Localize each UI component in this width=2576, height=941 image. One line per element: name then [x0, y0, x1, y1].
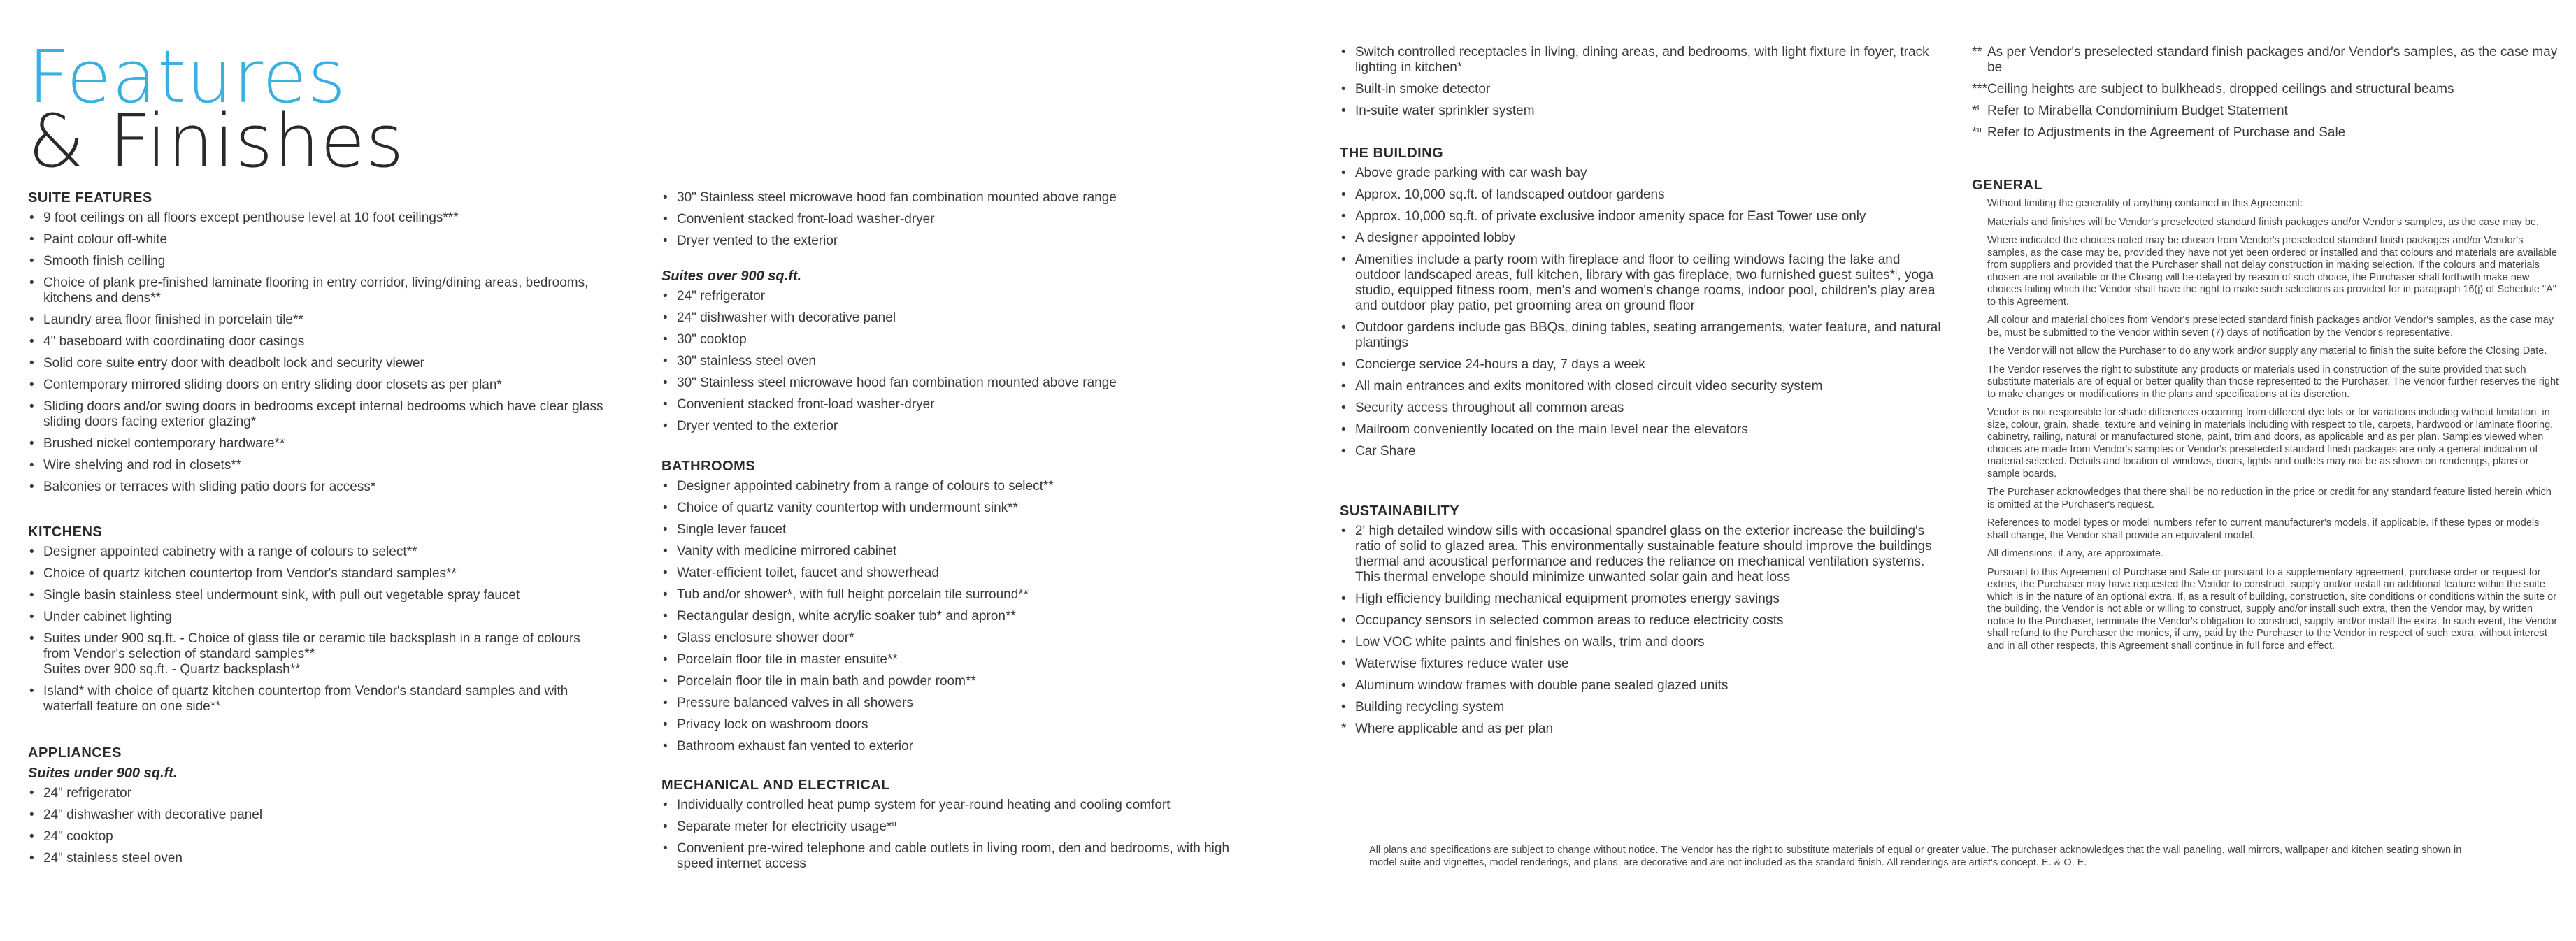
list-item: • Mailroom conveniently located on the main level near the elevators: [1340, 422, 1941, 438]
general-paragraph: The Vendor will not allow the Purchaser to do any work and/or supply any material to finish the suite before the Closing Date.: [1987, 345, 2547, 357]
footnote-text: Ceiling heights are subject to bulkheads, dropped ceilings and structural beams: [1987, 82, 2454, 96]
list-item: • Approx. 10,000 sq.ft. of landscaped outdoor gardens: [1340, 187, 1941, 203]
list-item: • 24" dishwasher with decorative panel: [28, 807, 608, 823]
list-item: [28, 631, 608, 677]
list-item: • 30" Stainless steel microwave hood fan combination mounted above range: [661, 375, 1242, 391]
general-section: [1972, 178, 2559, 659]
list-item: • Porcelain floor tile in main bath and powder room**: [661, 674, 1242, 689]
list-item: • Built-in smoke detector: [1340, 82, 1941, 97]
list-item: • Privacy lock on washroom doors: [661, 717, 1242, 733]
general-paragraph: The Purchaser acknowledges that there shall be no reduction in the price or credit for any standard feature listed herein which is omitted at the Purchaser's request.: [1987, 487, 2552, 510]
section-heading: SUITE FEATURES: [28, 190, 152, 206]
list-item: • Balconies or terraces with sliding patio doors for access*: [28, 480, 608, 495]
list-item: • Dryer vented to the exterior: [661, 234, 1242, 249]
list-item-extra-line: Suites over 900 sq.ft. - Quartz backsplash**: [43, 662, 301, 677]
disclaimer-footer: All plans and specifications are subject to change without notice. The Vendor has the right to substitute materials of equal or greater value. The purchaser acknowledges that the wall paneling, wall mirrors, wallpaper and kitchen seating shown in model suite and vignettes, model renderings, and plans, are decorative and are not included as the standard finish. All renderings are artist's concept. E. & O. E.: [1369, 845, 2462, 868]
list-item: • Approx. 10,000 sq.ft. of private exclusive indoor amenity space for East Tower use only: [1340, 209, 1941, 224]
list-item: • Single basin stainless steel undermount sink, with pull out vegetable spray faucet: [28, 588, 608, 603]
list-item: • 24" refrigerator: [661, 289, 1242, 304]
list-item: • Security access throughout all common areas: [1340, 401, 1941, 416]
list-item: • 24" dishwasher with decorative panel: [661, 310, 1242, 326]
list-item: • Occupancy sensors in selected common areas to reduce electricity costs: [1340, 613, 1941, 628]
page-title-finishes: & Finishes: [28, 99, 405, 184]
list-item: • Water-efficient toilet, faucet and showerhead: [661, 566, 1242, 581]
list-item: • High efficiency building mechanical equipment promotes energy savings: [1340, 591, 1941, 607]
general-paragraph: Pursuant to this Agreement of Purchase and Sale or pursuant to a supplementary agreement, purchase order or request for extras, the Purchaser may have requested the Vendor to construct, supply and/or install an additional feature within the suite which is in the nature of an optional extra. If, as a result of building, construction, site conditions or conditions within the suite or the building, the Vendor is not able or willing to construct, supply and/or install such extra, then the Vendor may, by written notice to the Purchaser, terminate the Vendor's obligation to construct, supply and/or install the extra. In such event, the Vendor shall refund to the Purchaser the monies, if any, paid by the Purchaser to the Vendor in respect of such extra, without interest and in all other respects, this Agreement shall continue in full force and effect.: [1987, 566, 2558, 652]
bathrooms-list: [661, 479, 1242, 754]
appliances-under-list: [661, 190, 1242, 249]
appliances-over-section: [661, 266, 1242, 440]
list-item: • 2' high detailed window sills with occasional spandrel glass on the exterior increase the building's ratio of solid to glazed area. This environmentally sustainable feature should improve the buildings thermal and acoustical performance and reduces the reliance on mechanical ventilation systems. This thermal envelope should minimize unwanted solar gain and heat loss: [1340, 524, 1941, 585]
subheading: Suites over 900 sq.ft.: [661, 268, 802, 284]
list-item: • Switch controlled receptacles in living, dining areas, and bedrooms, with light fixture in foyer, track lighting in kitchen*: [1340, 45, 1941, 76]
mechanical-continued-list: [1340, 45, 1941, 119]
list-item: • Choice of plank pre-finished laminate flooring in entry corridor, living/dining areas, bedrooms, kitchens and dens**: [28, 275, 608, 306]
section-heading: BATHROOMS: [661, 459, 756, 474]
sustainability-section: [1340, 503, 1941, 743]
footnotes-list: [1972, 45, 2559, 141]
the-building-section: [1340, 145, 1941, 466]
list-item: • All main entrances and exits monitored with closed circuit video security system: [1340, 379, 1941, 394]
list-item: • Brushed nickel contemporary hardware**: [28, 436, 608, 452]
list-item: • Building recycling system: [1340, 700, 1941, 715]
kitchens-list: [28, 545, 608, 714]
list-item: • Smooth finish ceiling: [28, 254, 608, 269]
footnote-where-applicable: * Where applicable and as per plan: [1340, 721, 1941, 737]
footnote-item: [1972, 45, 2559, 76]
list-item: • Laundry area floor finished in porcelain tile**: [28, 313, 608, 328]
list-item: • 4" baseboard with coordinating door casings: [28, 334, 608, 350]
list-item: • Choice of quartz vanity countertop with undermount sink**: [661, 501, 1242, 516]
general-paragraph: All dimensions, if any, are approximate.: [1987, 548, 2163, 559]
footnotes-section: [1972, 45, 2559, 147]
footnote-mark: **: [1972, 45, 1982, 59]
footnote-item: [1972, 103, 2559, 119]
footnote-item: [1972, 125, 2559, 141]
section-heading: MECHANICAL AND ELECTRICAL: [661, 777, 890, 793]
appliances-section: [28, 745, 608, 872]
building-list: [1340, 166, 1941, 459]
list-item: • Rectangular design, white acrylic soaker tub* and apron**: [661, 609, 1242, 624]
list-item: • Glass enclosure shower door*: [661, 631, 1242, 646]
section-heading: APPLIANCES: [28, 745, 122, 761]
general-paragraph: References to model types or model numbers refer to current manufacturer's models, if applicable. If these types or models shall change, the Vendor shall provide an equivalent model.: [1987, 517, 2540, 541]
mechanical-list: [661, 798, 1242, 872]
list-item: • Concierge service 24-hours a day, 7 days a week: [1340, 357, 1941, 373]
list-item-text: Suites under 900 sq.ft. - Choice of glass tile or ceramic tile backsplash in a range of colours from Vendor's selection of standard samples**: [43, 631, 580, 661]
list-item: • Wire shelving and rod in closets**: [28, 458, 608, 473]
list-item: • Paint colour off-white: [28, 232, 608, 247]
section-heading: KITCHENS: [28, 524, 103, 540]
mechanical-continued: [1340, 45, 1941, 125]
bathrooms-section: [661, 459, 1242, 761]
suite-features-list: [28, 210, 608, 495]
list-item: • Aluminum window frames with double pane sealed glazed units: [1340, 678, 1941, 694]
list-item: • Convenient stacked front-load washer-dryer: [661, 397, 1242, 412]
list-item: • Above grade parking with car wash bay: [1340, 166, 1941, 181]
list-item: • Individually controlled heat pump system for year-round heating and cooling comfort: [661, 798, 1242, 813]
appliances-list: [28, 786, 608, 866]
general-paragraph: Vendor is not responsible for shade differences occurring from different dye lots or for variations including without limitation, in size, colour, grain, shade, texture and veining in materials including with respect to tile, carpets, hardwood or laminate flooring, cabinetry, railing, natural or manufactured stone, paint, trim and doors, as applicable and as per plan. Samples viewed when choices are made from Vendor's samples or Vendor's preselected standard finish packages are only a general indication of material selected. Details and location of windows, doors, lights and outlets may not be as shown on renderings, plans or sample boards.: [1987, 407, 2554, 480]
list-item: • Choice of quartz kitchen countertop from Vendor's standard samples**: [28, 566, 608, 582]
list-item: • Designer appointed cabinetry with a range of colours to select**: [28, 545, 608, 560]
list-item: • Island* with choice of quartz kitchen countertop from Vendor's standard samples and with waterfall feature on one side**: [28, 684, 608, 714]
footnote-text: As per Vendor's preselected standard finish packages and/or Vendor's samples, as the case may be: [1987, 45, 2558, 75]
general-paragraph: Materials and finishes will be Vendor's preselected standard finish packages and/or Vendor's samples, as the case may be.: [1987, 216, 2539, 228]
kitchens-section: [28, 524, 608, 721]
list-item: • Waterwise fixtures reduce water use: [1340, 656, 1941, 672]
list-item: • 24" refrigerator: [28, 786, 608, 801]
list-item: • Under cabinet lighting: [28, 610, 608, 625]
subheading: Suites under 900 sq.ft.: [28, 766, 178, 781]
list-item: • Dryer vented to the exterior: [661, 419, 1242, 434]
sustainability-list: [1340, 524, 1941, 737]
suite-features-section: [28, 190, 608, 501]
mechanical-electrical-section: [661, 777, 1242, 878]
list-item: • In-suite water sprinkler system: [1340, 103, 1941, 119]
general-paragraph: The Vendor reserves the right to substitute any products or materials used in construction of the suite provided that such substitute materials are of equal or better quality than those represented to the Purchaser. The Vendor further reserves the right to make changes or modifications in the plans and specifications at its discretion.: [1987, 364, 2559, 400]
list-item: • Single lever faucet: [661, 522, 1242, 538]
list-item: • 30" stainless steel oven: [661, 354, 1242, 369]
appliances-continued: [661, 190, 1242, 255]
list-item: • 30" cooktop: [661, 332, 1242, 347]
general-paragraph: Where indicated the choices noted may be chosen from Vendor's preselected standard finish packages and/or Vendor's samples, as the case may be, provided they have not yet been ordered or installed and that colours and materials are available from suppliers and provided that the Purchaser shall not delay construction in making selection. If the colours and materials chosen are not available or the Closing will be delayed by reason of such choice, the Purchaser shall forthwith make new choices failing which the Vendor shall have the right to make such selections as provided for in paragraph 16(j) of Schedule "A" to this Agreement.: [1987, 235, 2557, 308]
list-item: • 9 foot ceilings on all floors except penthouse level at 10 foot ceilings***: [28, 210, 608, 226]
list-item: • Bathroom exhaust fan vented to exterior: [661, 739, 1242, 754]
list-item: • A designer appointed lobby: [1340, 231, 1941, 246]
section-heading: SUSTAINABILITY: [1340, 503, 1460, 519]
list-item: • Solid core suite entry door with deadbolt lock and security viewer: [28, 356, 608, 371]
list-item: • 24" stainless steel oven: [28, 851, 608, 866]
list-item: • Pressure balanced valves in all showers: [661, 696, 1242, 711]
list-item: • Sliding doors and/or swing doors in bedrooms except internal bedrooms which have clear glass sliding doors facing exterior glazing*: [28, 399, 608, 430]
footnote-mark: *ⁱⁱ: [1972, 125, 1982, 140]
general-paragraph: All colour and material choices from Vendor's preselected standard finish packages and/or Vendor's samples, as the case may be, must be submitted to the Vendor within seven (7) days of notification by the Vendor's representative.: [1987, 315, 2554, 338]
appliances-over-list: [661, 289, 1242, 434]
list-item: • Vanity with medicine mirrored cabinet: [661, 544, 1242, 559]
list-item: • Porcelain floor tile in master ensuite**: [661, 652, 1242, 668]
page-title-features: Features: [28, 34, 347, 120]
list-item: • Designer appointed cabinetry from a range of colours to select**: [661, 479, 1242, 494]
list-item: • 30" Stainless steel microwave hood fan combination mounted above range: [661, 190, 1242, 206]
list-item: • Convenient stacked front-load washer-dryer: [661, 212, 1242, 227]
list-item: • Amenities include a party room with fireplace and floor to ceiling windows facing the lake and outdoor landscaped areas, full kitchen, library with gas fireplace, two furnished guest suites*ⁱ, yoga studio, equipped fitness room, men's and women's change rooms, indoor pool, children's play area and outdoor play patio, pet grooming area on ground floor: [1340, 252, 1941, 314]
general-paragraph: Without limiting the generality of anything contained in this Agreement:: [1987, 198, 2303, 209]
list-item: • Outdoor gardens include gas BBQs, dining tables, seating arrangements, water feature, and natural plantings: [1340, 320, 1941, 351]
list-item: • Tub and/or shower*, with full height porcelain tile surround**: [661, 587, 1242, 603]
footnote-item: [1972, 82, 2559, 97]
footnote-mark: ***: [1972, 82, 1988, 96]
section-heading: THE BUILDING: [1340, 145, 1444, 161]
list-item: • Separate meter for electricity usage*ⁱⁱ: [661, 819, 1242, 835]
section-heading: GENERAL: [1972, 178, 2043, 193]
list-item: • Car Share: [1340, 444, 1941, 459]
list-item: • Convenient pre-wired telephone and cable outlets in living room, den and bedrooms, with high speed internet access: [661, 841, 1242, 872]
footnote-text: Refer to Mirabella Condominium Budget Statement: [1987, 103, 2288, 118]
list-item: • Contemporary mirrored sliding doors on entry sliding door closets as per plan*: [28, 378, 608, 393]
footnote-text: Refer to Adjustments in the Agreement of Purchase and Sale: [1987, 125, 2346, 140]
list-item: • Low VOC white paints and finishes on walls, trim and doors: [1340, 635, 1941, 650]
list-item: • 24" cooktop: [28, 829, 608, 845]
footnote-mark: *ⁱ: [1972, 103, 1980, 118]
